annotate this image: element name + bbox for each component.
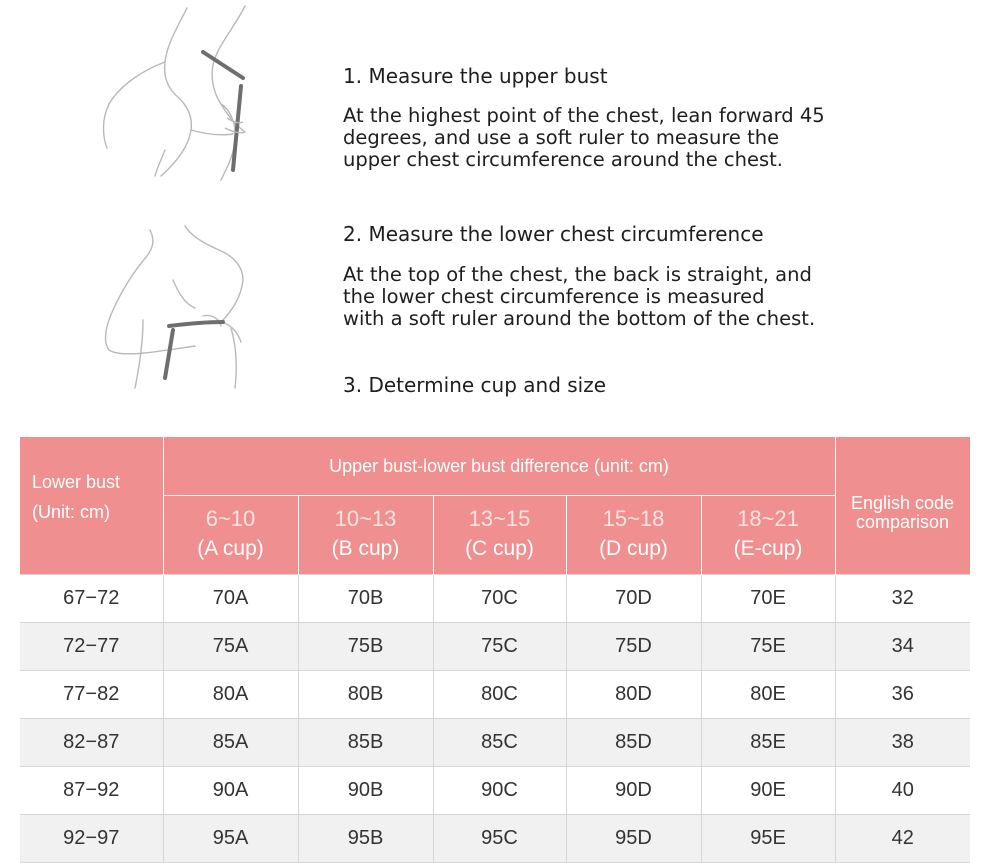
size-cell: 75C bbox=[433, 623, 566, 671]
size-cell: 90B bbox=[298, 767, 433, 815]
lower-bust-unit: (Unit: cm) bbox=[32, 502, 110, 522]
table-row bbox=[20, 767, 970, 815]
size-cell: 80C bbox=[433, 671, 566, 719]
lower-bust-cell: 77−82 bbox=[20, 671, 163, 719]
size-cell: 80A bbox=[163, 671, 298, 719]
size-cell: 85D bbox=[566, 719, 701, 767]
size-cell: 70E bbox=[701, 575, 835, 623]
lower-bust-figure bbox=[95, 218, 270, 403]
size-cell: 95C bbox=[433, 815, 566, 863]
lower-bust-illustration bbox=[95, 218, 270, 403]
lower-bust-cell: 67−72 bbox=[20, 575, 163, 623]
step-1-description bbox=[343, 105, 943, 171]
english-code-header-line: English code bbox=[850, 492, 955, 513]
size-cell: 90C bbox=[433, 767, 566, 815]
english-code-cell: 32 bbox=[835, 575, 970, 623]
size-cell: 80E bbox=[701, 671, 835, 719]
cup-column-header-e bbox=[701, 496, 835, 575]
cup-column-header-d bbox=[566, 496, 701, 575]
lower-bust-header bbox=[20, 437, 163, 575]
size-cell: 95A bbox=[163, 815, 298, 863]
upper-bust-illustration bbox=[95, 0, 265, 185]
english-code-header bbox=[835, 437, 970, 575]
size-cell: 70D bbox=[566, 575, 701, 623]
cup-label: (B cup) bbox=[331, 537, 400, 560]
cup-label: (E-cup) bbox=[733, 537, 803, 560]
size-chart-table bbox=[20, 437, 971, 863]
size-cell: 85E bbox=[701, 719, 835, 767]
size-cell: 75D bbox=[566, 623, 701, 671]
difference-header: Upper bust-lower bust difference (unit: cm) bbox=[163, 437, 835, 496]
size-cell: 80B bbox=[298, 671, 433, 719]
cup-range: 13~15 bbox=[468, 506, 531, 531]
size-cell: 95B bbox=[298, 815, 433, 863]
size-cell: 85B bbox=[298, 719, 433, 767]
size-cell: 70B bbox=[298, 575, 433, 623]
step-1-desc-line: At the highest point of the chest, lean forward 45 bbox=[343, 104, 825, 127]
cup-label: (D cup) bbox=[599, 537, 668, 560]
upper-bust-figure bbox=[95, 0, 265, 185]
table-row bbox=[20, 815, 970, 863]
step-3-title: 3. Determine cup and size bbox=[343, 373, 607, 397]
size-cell: 90A bbox=[163, 767, 298, 815]
step-1-desc-line: upper chest circumference around the chest. bbox=[343, 148, 783, 171]
table-row bbox=[20, 671, 970, 719]
cup-label: (C cup) bbox=[465, 537, 534, 560]
size-cell: 75E bbox=[701, 623, 835, 671]
english-code-cell: 40 bbox=[835, 767, 970, 815]
cup-label: (A cup) bbox=[197, 537, 264, 560]
step-2-desc-line: with a soft ruler around the bottom of the chest. bbox=[343, 307, 816, 330]
size-cell: 75B bbox=[298, 623, 433, 671]
size-cell: 75A bbox=[163, 623, 298, 671]
cup-range: 6~10 bbox=[205, 506, 256, 531]
size-cell: 70C bbox=[433, 575, 566, 623]
cup-range: 15~18 bbox=[602, 506, 665, 531]
lower-bust-header-line: Lower bust bbox=[32, 472, 121, 492]
size-cell: 90D bbox=[566, 767, 701, 815]
table-row bbox=[20, 719, 970, 767]
english-code-cell: 42 bbox=[835, 815, 970, 863]
cup-column-header-c bbox=[433, 496, 566, 575]
cup-range: 18~21 bbox=[737, 506, 799, 531]
step-2-title: 2. Measure the lower chest circumference bbox=[343, 222, 764, 246]
step-2-desc-line: At the top of the chest, the back is straight, and bbox=[343, 263, 812, 286]
size-cell: 85C bbox=[433, 719, 566, 767]
table-row bbox=[20, 623, 970, 671]
cup-column-header-a bbox=[163, 496, 298, 575]
step-2-desc-line: the lower chest circumference is measured bbox=[343, 285, 765, 308]
size-cell: 85A bbox=[163, 719, 298, 767]
size-cell: 90E bbox=[701, 767, 835, 815]
size-cell: 80D bbox=[566, 671, 701, 719]
step-1-desc-line: degrees, and use a soft ruler to measure the bbox=[343, 126, 780, 149]
step-1-title: 1. Measure the upper bust bbox=[343, 64, 608, 88]
lower-bust-cell: 87−92 bbox=[20, 767, 163, 815]
size-cell: 70A bbox=[163, 575, 298, 623]
cup-range: 10~13 bbox=[334, 506, 397, 531]
english-code-header-line: comparison bbox=[856, 511, 950, 532]
english-code-cell: 36 bbox=[835, 671, 970, 719]
step-2-description bbox=[343, 264, 943, 330]
lower-bust-cell: 72−77 bbox=[20, 623, 163, 671]
english-code-cell: 34 bbox=[835, 623, 970, 671]
english-code-cell: 38 bbox=[835, 719, 970, 767]
lower-bust-cell: 92−97 bbox=[20, 815, 163, 863]
size-cell: 95E bbox=[701, 815, 835, 863]
lower-bust-cell: 82−87 bbox=[20, 719, 163, 767]
table-row bbox=[20, 575, 970, 623]
size-cell: 95D bbox=[566, 815, 701, 863]
cup-column-header-b bbox=[298, 496, 433, 575]
